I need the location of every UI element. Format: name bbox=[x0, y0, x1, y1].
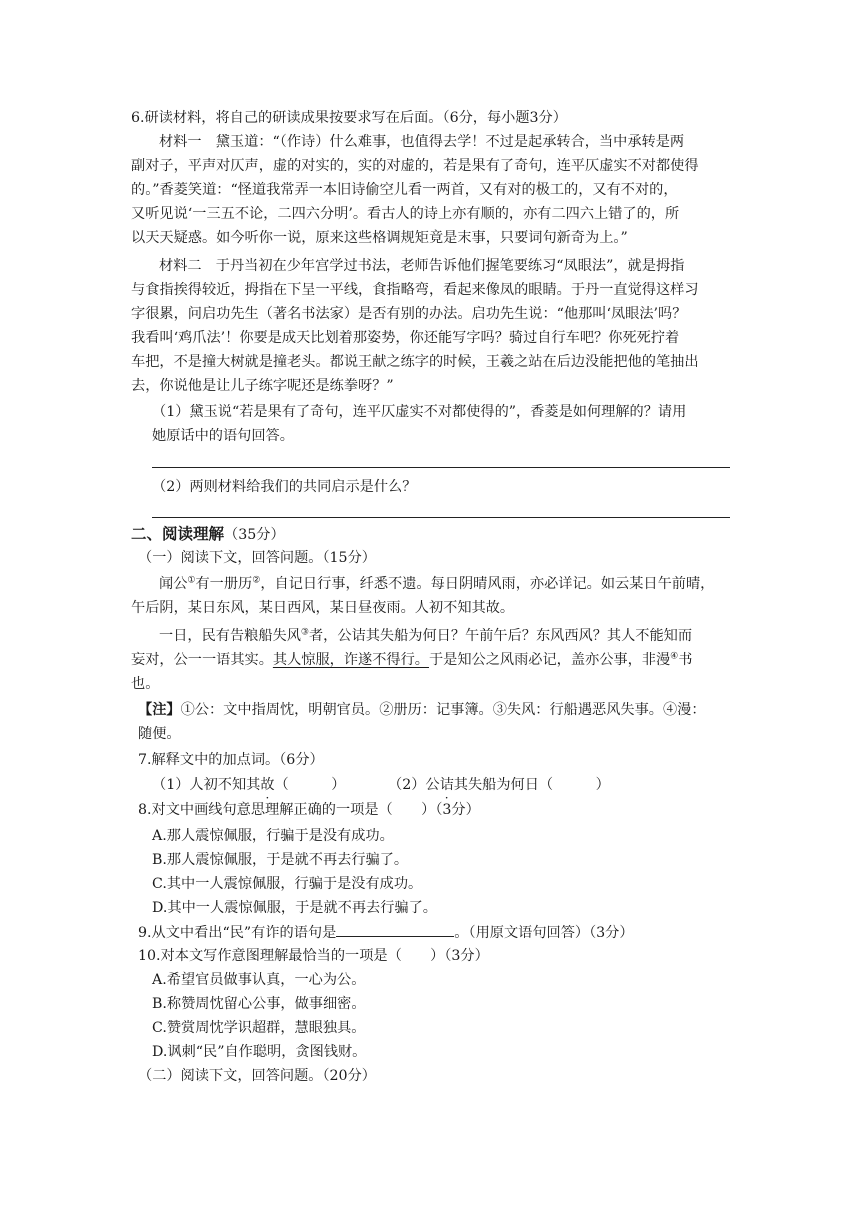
q8-option-d[interactable]: D.其中一人震惊佩服，于是就不再去行骗了。 bbox=[152, 900, 437, 916]
q10-option-d[interactable]: D.讽刺“民”自作聪明，贪图钱财。 bbox=[152, 1044, 367, 1060]
material2-line-1: 材料二 于丹当初在少年宫学过书法，老师告诉他们握笔要练习“凤眼法”，就是拇指 bbox=[159, 258, 685, 274]
q7-item-2 bbox=[388, 775, 610, 795]
dotted-word: 诘 bbox=[439, 777, 454, 793]
q10-option-a[interactable]: A.希望官员做事认真，一心为公。 bbox=[152, 972, 366, 988]
q6-sub2: （2）两则材料给我们的共同启示是什么？ bbox=[152, 479, 417, 495]
q6-title: 6.研读材料，将自己的研读成果按要求写在后面。（6分，每小题3分） bbox=[131, 110, 567, 126]
passage-text: 一日，民有告粮船失风 bbox=[159, 628, 301, 644]
passage-p2-line-2 bbox=[131, 650, 692, 670]
q10-option-b[interactable]: B.称赞周忱留心公事，做事细密。 bbox=[152, 996, 366, 1012]
footnote-marker: ① bbox=[187, 575, 196, 586]
passage-text: 有一册历 bbox=[195, 576, 253, 592]
underlined-sentence: 其人惊服，诈遂不得行。 bbox=[272, 652, 429, 668]
section2-heading bbox=[131, 524, 285, 545]
passage-p2-line-3: 也。 bbox=[131, 676, 160, 692]
note-text: ①公：文中指周忱，明朝官员。②册历：记事簿。③失风：行船遇恶风失事。④漫： bbox=[180, 702, 706, 718]
part1-title: （一）阅读下文，回答问题。（15分） bbox=[138, 550, 376, 566]
passage-text: 书 bbox=[678, 652, 693, 668]
q7-item-2-text: （2）公 bbox=[388, 777, 440, 793]
q8-title: 8.对文中画线句意思理解正确的一项是（ ）（3分） bbox=[138, 802, 480, 818]
note-label: 【注】 bbox=[138, 702, 181, 718]
section2-heading-text: 二、阅读理解 bbox=[131, 524, 225, 543]
passage-text: 于是知公之风雨必记，盖亦公事，非漫 bbox=[428, 652, 671, 668]
material2-line-5: 车把，不是撞大树就是撞老头。都说王献之练字的时候，王羲之站在后边没能把他的笔抽出 bbox=[131, 354, 699, 370]
passage-text: 者，公诘其失船为何日？午前午后？东风西风？其人不能知而 bbox=[308, 628, 693, 644]
q7-item-1 bbox=[152, 775, 346, 795]
q6-sub1-line-1: （1）黛玉说“若是果有了奇句，连平仄虚实不对都使得的”，香菱是如何理解的？请用 bbox=[152, 404, 687, 420]
note-line-1 bbox=[138, 700, 706, 720]
q10-title: 10.对本文写作意图理解最恰当的一项是（ ）（3分） bbox=[138, 948, 489, 964]
q8-option-c[interactable]: C.其中一人震惊佩服，行骗于是没有成功。 bbox=[152, 876, 423, 892]
material1-line-2: 副对子，平声对仄声，虚的对实的，实的对虚的，若是果有了奇句，连平仄虚实不对都使得 bbox=[131, 158, 699, 174]
q8-option-a[interactable]: A.那人震惊佩服，行骗于是没有成功。 bbox=[152, 828, 394, 844]
q6-sub1-line-2: 她原话中的语句回答。 bbox=[152, 428, 294, 444]
note-line-2: 随便。 bbox=[138, 726, 181, 742]
passage-p1-line-2: 午后阴，某日东风，某日西风，某日昼夜雨。人初不知其故。 bbox=[131, 600, 515, 616]
answer-line-2[interactable] bbox=[152, 517, 730, 518]
answer-line-1[interactable] bbox=[152, 467, 730, 468]
passage-p1-line-1 bbox=[159, 574, 714, 594]
q10-option-c[interactable]: C.赞赏周忱学识超群，慧眼独具。 bbox=[152, 1020, 366, 1036]
part2-title: （二）阅读下文，回答问题。（20分） bbox=[138, 1068, 376, 1084]
q9-text-tail: 。（用原文语句回答）（3分） bbox=[454, 925, 634, 941]
dotted-word: 故 bbox=[260, 777, 275, 793]
q9-answer-blank[interactable] bbox=[336, 922, 454, 937]
q7-answer-blank-2[interactable]: 其失船为何日（ ） bbox=[453, 777, 610, 793]
section2-heading-score: （35分） bbox=[224, 527, 285, 543]
material1-line-3: 的。”香菱笑道：“怪道我常弄一本旧诗偷空儿看一两首，又有对的极工的，又有不对的， bbox=[131, 182, 678, 198]
footnote-marker: ④ bbox=[670, 651, 679, 662]
passage-text: 闻公 bbox=[159, 576, 188, 592]
material1-line-1: 材料一 黛玉道：“（作诗）什么难事，也值得去学！不过是起承转合，当中承转是两 bbox=[159, 134, 685, 150]
q9-text: 9.从文中看出“民”有诈的语句是 bbox=[138, 925, 337, 941]
footnote-marker: ③ bbox=[300, 627, 309, 638]
q7-item-1-text: （1）人初不知其 bbox=[152, 777, 261, 793]
material2-line-2: 与食指挨得较近，拇指在下呈一平线，食指略弯，看起来像凤的眼睛。于丹一直觉得这样习 bbox=[131, 282, 699, 298]
material1-line-4: 又听见说‘一三五不论，二四六分明’。看古人的诗上亦有顺的，亦有二四六上错了的，所 bbox=[131, 206, 680, 222]
q7-title: 7.解释文中的加点词。（6分） bbox=[138, 752, 324, 768]
q8-option-b[interactable]: B.那人震惊佩服，于是就不再去行骗了。 bbox=[152, 852, 409, 868]
material1-line-5: 以天天疑惑。如今听你一说，原来这些格调规矩竟是末事，只要词句新奇为上。” bbox=[131, 230, 628, 246]
material2-line-6: 去，你说他是让儿子练字呢还是练拳呀？” bbox=[131, 378, 394, 394]
passage-p2-line-1 bbox=[159, 626, 692, 646]
passage-text: ，自记日行事，纤悉不遗。每日阴晴风雨，亦必详记。如云某日午前晴， bbox=[260, 576, 715, 592]
footnote-marker: ② bbox=[252, 575, 261, 586]
passage-text: 妄对，公一一语其实。 bbox=[131, 652, 273, 668]
q9-line bbox=[138, 922, 634, 943]
material2-line-3: 字很累，问启功先生（著名书法家）是否有别的办法。启功先生说：“他那叫‘凤眼法’吗？ bbox=[131, 306, 687, 322]
material2-line-4: 我看叫‘鸡爪法’！你要是成天比划着那姿势，你还能写字吗？骑过自行车吧？你死死拧着 bbox=[131, 330, 680, 346]
q7-answer-blank-1[interactable]: （ ） bbox=[274, 777, 346, 793]
